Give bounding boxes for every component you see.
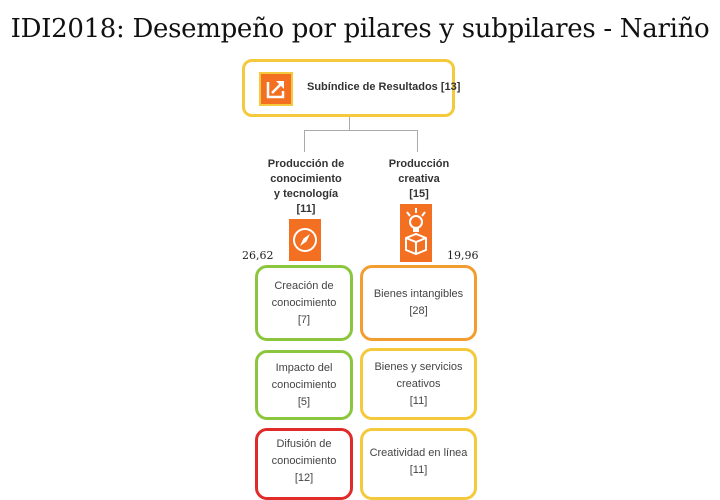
connector-bar [304, 130, 418, 131]
pillar-score-creative: 19,96 [447, 249, 479, 262]
root-index-box [242, 59, 461, 117]
pillar-score-knowledge: 26,62 [242, 249, 274, 262]
connector-right [417, 130, 418, 152]
root-index-label: Subíndice de Resultados [13] [307, 81, 461, 93]
page-title: IDI2018: Desempeño por pilares y subpilares - Nariño [10, 14, 710, 44]
subpillar-box: Bienes y servicios creativos [11] [360, 348, 477, 420]
arrow-exit-icon [259, 72, 293, 106]
subpillar-box: Bienes intangibles [28] [360, 265, 477, 341]
subpillar-box: Creación de conocimiento [7] [255, 265, 353, 341]
subpillar-box: Impacto del conocimiento [5] [255, 350, 353, 420]
compass-icon [289, 219, 321, 261]
subpillar-box: Creatividad en línea [11] [360, 428, 477, 500]
connector-left [304, 130, 305, 152]
lightbulb-box-icon [400, 204, 432, 262]
connector-trunk [349, 117, 350, 131]
subpillar-box: Difusión de conocimiento [12] [255, 428, 353, 500]
pillar-label-creative: Producción creativa [15] [388, 158, 450, 200]
pillar-label-knowledge: Producción de conocimiento y tecnología [11] [267, 158, 345, 215]
